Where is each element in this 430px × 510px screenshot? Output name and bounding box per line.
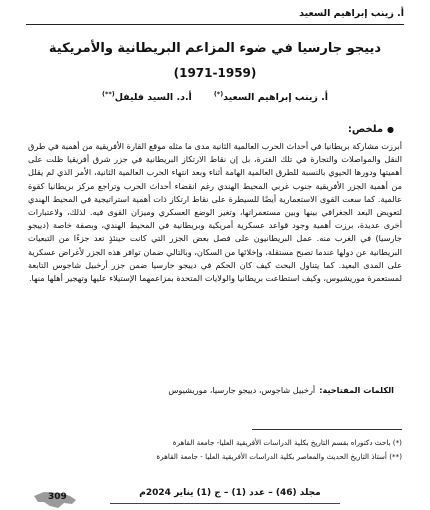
page-number-badge	[30, 490, 100, 510]
page-number: 309	[48, 492, 67, 502]
author-2-marker: (**)	[101, 90, 115, 98]
authors-line	[0, 90, 430, 103]
article-years: (1971-1959)	[173, 66, 257, 80]
author-1-marker: (*)	[213, 90, 224, 98]
article-title: دييجو جارسيا في ضوء المزاعم البريطانية والأمريكية	[48, 41, 382, 56]
keywords-text: أرخبيل شاجوس، دييجو جارسيا، موريشيوس	[168, 385, 316, 395]
footnote-2: (**) أستاذ التاريخ الحديث والمعاصر بكلية الدراسات الأفريقية العليا - جامعة القاهرة	[156, 452, 402, 461]
footnotes	[42, 436, 402, 464]
keywords-label: الكلمات المفتاحية:	[319, 385, 394, 395]
summary-heading	[348, 124, 394, 135]
journal-footer: مجلد (46) – عدد (1) – ج (1) يناير 2024م	[139, 488, 321, 498]
author-1-name: أ. زينب إبراهيم السعيد	[223, 92, 329, 104]
abstract-text: أبرزت مشاركة بريطانيا في أحداث الحرب العالمية الثانية مدى ما مثله موقع القارة الأفريقية من أهمية في طرق النقل والمواصلات والتجارة في تلك الفترة، بل إن نقاط الارتكاز البريطانية في جزر شرق أفريقيا ظلت على أهميتها ودورها الحيوي بالنسبة للطرق العالمية الهامة أثناء وبعد انتهاء الحرب العالمية الثانية، الأمر الذي لم يقلل من أهمية الجزر الأفريقية جنوب غربي المحيط الهندي رغم انقضاء أحداث الحرب وتراجع مركز بريطانيا كقوة عالمية. كما سعت القوى الاستعمارية أيضًا للسيطرة على نقاط ارتكاز ذات أهمية استراتيجية في المحيط الهندي لتعويض البعد الجغرافي بينها وبين مستعمراتها، وتغير الوضع العسكري وميزان القوى فيه. لذلك، ولاعتبارات أخرى عديدة، برزت أهمية وجود قواعد عسكرية أمريكية وبريطانية في المحيط الهندي، وبصفة خاصة (دييجو جارسيا) في الغرب منه. عمل البريطانيون على فصل بعض الجزر التي كانت حينئذٍ تعد جزءًا من التبعيات البريطانية عن دولها عندما تصبح مستقلة، وإخلائها من السكان، وبالتالي ضمان توافر هذه الجزر لأغراض عسكرية على المدى البعيد. كما يتناول البحث كيف كان الحكم في دييجو جارسيا ضمن جزر أرخبيل شاجوس التابعة لمستعمرة موريشيوس، وكيف استطاعت بريطانيا والولايات المتحدة بمزاعمهما الإستيلاء عليها وتهجير أهلها منها.	[28, 141, 402, 284]
author-2-name: أ.د. السيد فليفل	[114, 92, 192, 104]
author-2	[102, 90, 192, 103]
running-header: أ. زينب إبراهيم السعيد	[299, 8, 404, 19]
footnote-1: (*) باحث دكتوراه بقسم التاريخ بكلية الدراسات الأفريقية العليا- جامعة القاهرة	[172, 438, 402, 447]
footer-rule	[110, 503, 340, 504]
header-rule	[26, 24, 404, 25]
author-1	[214, 90, 328, 103]
summary-heading-text: ملخص:	[347, 124, 384, 135]
bullet-icon: ●	[387, 125, 394, 134]
keywords-line	[34, 385, 394, 395]
abstract	[28, 140, 402, 285]
footnote-rule	[252, 429, 402, 430]
